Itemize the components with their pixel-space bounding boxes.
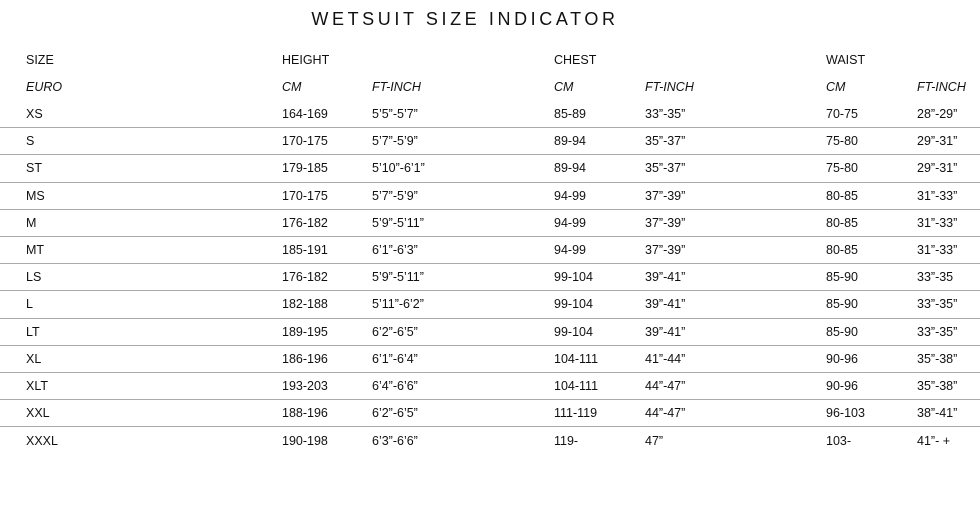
cell-height-ftinch: 5’5”-5’7” <box>372 107 418 122</box>
unit-header-chest-ftinch: FT-INCH <box>645 80 694 94</box>
cell-height-cm: 193-203 <box>282 378 328 393</box>
cell-waist-cm: 80-85 <box>826 215 858 230</box>
cell-waist-cm: 96-103 <box>826 406 865 421</box>
cell-height-cm: 179-185 <box>282 161 328 176</box>
cell-waist-cm: 103- <box>826 433 852 448</box>
cell-waist-cm: 80-85 <box>826 243 858 258</box>
table-row <box>0 346 980 373</box>
cell-size-euro: M <box>26 215 37 230</box>
cell-chest-ftinch: 37”-39” <box>645 215 686 230</box>
cell-height-ftinch: 5’9”-5’11” <box>372 215 424 230</box>
cell-waist-cm: 85-90 <box>826 324 858 339</box>
cell-height-ftinch: 5’7”-5’9” <box>372 134 418 149</box>
cell-chest-cm: 94-99 <box>554 215 586 230</box>
cell-chest-ftinch: 33”-35” <box>645 107 686 122</box>
cell-size-euro: XXXL <box>26 433 58 448</box>
cell-waist-ftinch: 29”-31” <box>917 134 958 149</box>
cell-height-cm: 170-175 <box>282 134 328 149</box>
cell-waist-ftinch: 33”-35” <box>917 324 958 339</box>
header-height: HEIGHT <box>282 53 330 67</box>
cell-chest-cm: 94-99 <box>554 243 586 258</box>
cell-waist-cm: 75-80 <box>826 161 858 176</box>
cell-waist-cm: 75-80 <box>826 134 858 149</box>
cell-waist-ftinch: 31”-33” <box>917 243 958 258</box>
cell-height-ftinch: 6’3”-6’6” <box>372 433 418 448</box>
cell-chest-cm: 85-89 <box>554 107 586 122</box>
cell-waist-ftinch: 28”-29” <box>917 107 958 122</box>
cell-chest-ftinch: 35”-37” <box>645 161 686 176</box>
cell-waist-ftinch: 31”-33” <box>917 188 958 203</box>
cell-size-euro: XS <box>26 107 43 122</box>
table-body <box>0 101 980 454</box>
cell-waist-ftinch: 29”-31” <box>917 161 958 176</box>
cell-waist-cm: 80-85 <box>826 188 858 203</box>
cell-chest-ftinch: 35”-37” <box>645 134 686 149</box>
cell-waist-ftinch: 35”-38” <box>917 378 958 393</box>
cell-size-euro: LT <box>26 324 40 339</box>
cell-waist-ftinch: 33”-35 <box>917 270 954 285</box>
cell-height-cm: 186-196 <box>282 351 328 366</box>
table-row <box>0 264 980 291</box>
table-row <box>0 155 980 182</box>
table-group-header-row <box>0 47 980 73</box>
cell-chest-cm: 99-104 <box>554 324 593 339</box>
cell-chest-cm: 104-111 <box>554 378 599 393</box>
cell-height-cm: 189-195 <box>282 324 328 339</box>
header-chest: CHEST <box>554 53 597 67</box>
cell-height-cm: 185-191 <box>282 243 328 258</box>
cell-height-ftinch: 6’2”-6’5” <box>372 324 418 339</box>
cell-size-euro: S <box>26 134 35 149</box>
unit-header-height-ftinch: FT-INCH <box>372 80 421 94</box>
cell-waist-cm: 90-96 <box>826 378 858 393</box>
cell-height-ftinch: 5’11”-6’2” <box>372 297 424 312</box>
cell-chest-ftinch: 39”-41” <box>645 270 686 285</box>
cell-chest-ftinch: 37”-39” <box>645 243 686 258</box>
table-row <box>0 183 980 210</box>
cell-waist-ftinch: 41”- + <box>917 433 951 448</box>
cell-waist-cm: 90-96 <box>826 351 858 366</box>
unit-header-waist-cm: CM <box>826 80 846 94</box>
cell-height-ftinch: 6’4”-6’6” <box>372 378 418 393</box>
cell-height-cm: 182-188 <box>282 297 328 312</box>
cell-chest-ftinch: 41”-44” <box>645 351 686 366</box>
table-row <box>0 237 980 264</box>
cell-height-cm: 176-182 <box>282 215 328 230</box>
cell-chest-cm: 89-94 <box>554 161 586 176</box>
table-row <box>0 427 980 454</box>
table-row <box>0 101 980 128</box>
cell-waist-cm: 85-90 <box>826 297 858 312</box>
cell-height-ftinch: 6’1”-6’3” <box>372 243 418 258</box>
cell-size-euro: XXL <box>26 406 50 421</box>
table-row <box>0 128 980 155</box>
cell-height-cm: 164-169 <box>282 107 328 122</box>
cell-size-euro: LS <box>26 270 42 285</box>
cell-waist-ftinch: 38”-41” <box>917 406 958 421</box>
unit-header-waist-ftinch: FT-INCH <box>917 80 966 94</box>
cell-size-euro: ST <box>26 161 42 176</box>
cell-height-ftinch: 5’7”-5’9” <box>372 188 418 203</box>
size-table <box>0 47 980 454</box>
table-unit-header-row <box>0 73 980 101</box>
cell-height-ftinch: 6’1”-6’4” <box>372 351 418 366</box>
cell-size-euro: MS <box>26 188 45 203</box>
header-size: SIZE <box>26 53 54 67</box>
cell-chest-ftinch: 47” <box>645 433 664 448</box>
cell-size-euro: XLT <box>26 378 48 393</box>
cell-size-euro: XL <box>26 351 42 366</box>
unit-header-chest-cm: CM <box>554 80 574 94</box>
unit-header-euro: EURO <box>26 80 63 94</box>
cell-waist-ftinch: 33”-35” <box>917 297 958 312</box>
cell-chest-cm: 94-99 <box>554 188 586 203</box>
cell-height-ftinch: 5’9”-5’11” <box>372 270 424 285</box>
cell-waist-cm: 85-90 <box>826 270 858 285</box>
cell-chest-ftinch: 44”-47” <box>645 406 686 421</box>
cell-chest-cm: 99-104 <box>554 270 593 285</box>
cell-chest-ftinch: 39”-41” <box>645 297 686 312</box>
header-waist: WAIST <box>826 53 866 67</box>
table-row <box>0 400 980 427</box>
cell-waist-cm: 70-75 <box>826 107 858 122</box>
table-row <box>0 373 980 400</box>
cell-size-euro: L <box>26 297 33 312</box>
cell-height-cm: 190-198 <box>282 433 328 448</box>
page-title: WETSUIT SIZE INDICATOR <box>311 9 619 29</box>
table-row <box>0 319 980 346</box>
cell-chest-cm: 104-111 <box>554 351 599 366</box>
cell-chest-cm: 119- <box>554 433 579 448</box>
cell-chest-cm: 89-94 <box>554 134 586 149</box>
cell-chest-ftinch: 37”-39” <box>645 188 686 203</box>
cell-height-cm: 188-196 <box>282 406 328 421</box>
table-row <box>0 291 980 318</box>
cell-chest-ftinch: 44”-47” <box>645 378 686 393</box>
cell-height-ftinch: 5’10”-6’1” <box>372 161 425 176</box>
cell-waist-ftinch: 31”-33” <box>917 215 958 230</box>
table-row <box>0 210 980 237</box>
cell-waist-ftinch: 35”-38” <box>917 351 958 366</box>
cell-height-cm: 170-175 <box>282 188 328 203</box>
cell-chest-cm: 99-104 <box>554 297 593 312</box>
cell-size-euro: MT <box>26 243 45 258</box>
cell-height-ftinch: 6’2”-6’5” <box>372 406 418 421</box>
cell-chest-cm: 111-119 <box>554 406 598 421</box>
cell-chest-ftinch: 39”-41” <box>645 324 686 339</box>
unit-header-height-cm: CM <box>282 80 302 94</box>
cell-height-cm: 176-182 <box>282 270 328 285</box>
